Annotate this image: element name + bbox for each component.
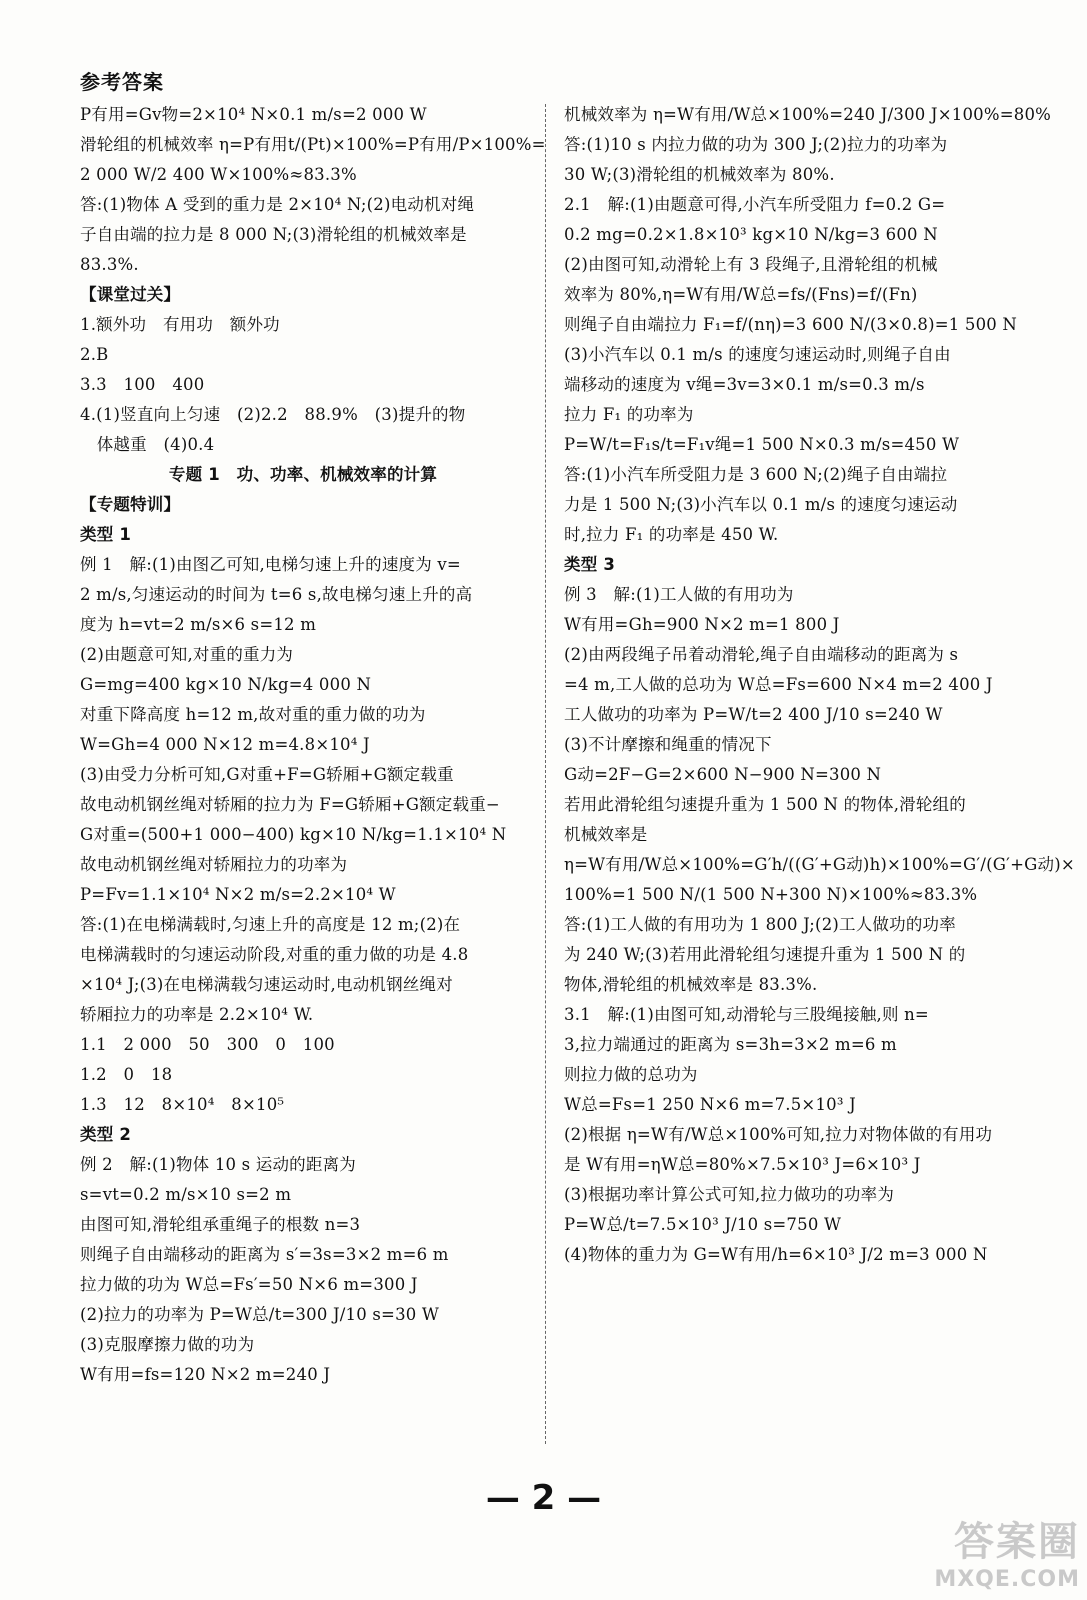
text-line: 1.额外功 有用功 额外功 bbox=[80, 315, 280, 334]
text-line: G对重=(500+1 000−400) kg×10 N/kg=1.1×10⁴ N bbox=[80, 825, 507, 844]
text-line: =4 m,工人做的总功为 W总=Fs=600 N×4 m=2 400 J bbox=[564, 675, 993, 694]
text-line: 83.3%. bbox=[80, 255, 139, 274]
text-line: 2 000 W/2 400 W×100%≈83.3% bbox=[80, 165, 357, 184]
text-line: 则拉力做的总功为 bbox=[564, 1065, 698, 1084]
text-line: 故电动机钢丝绳对轿厢拉力的功率为 bbox=[80, 855, 348, 874]
text-line: 是 W有用=ηW总=80%×7.5×10³ J=6×10³ J bbox=[564, 1155, 921, 1174]
text-line: 力是 1 500 N;(3)小汽车以 0.1 m/s 的速度匀速运动 bbox=[564, 495, 958, 514]
text-line: 若用此滑轮组匀速提升重为 1 500 N 的物体,滑轮组的 bbox=[564, 795, 966, 814]
text-line: 滑轮组的机械效率 η=P有用t/(Pt)×100%=P有用/P×100%= bbox=[80, 135, 546, 154]
left-column bbox=[80, 104, 546, 1394]
text-line: (2)由题意可知,对重的重力为 bbox=[80, 645, 294, 664]
watermark-url: MXQE.COM bbox=[934, 1567, 1080, 1592]
text-line: P=W/t=F₁s/t=F₁v绳=1 500 N×0.3 m/s=450 W bbox=[564, 435, 960, 454]
text-line: 2.B bbox=[80, 345, 109, 364]
text-line: 度为 h=vt=2 m/s×6 s=12 m bbox=[80, 615, 317, 634]
text-line: 效率为 80%,η=W有用/W总=fs/(Fns)=f/(Fn) bbox=[564, 285, 918, 304]
watermark-logo bbox=[880, 1510, 1080, 1592]
text-line: P=W总/t=7.5×10³ J/10 s=750 W bbox=[564, 1215, 842, 1234]
text-line: 电梯满载时的匀速运动阶段,对重的重力做的功是 4.8 bbox=[80, 945, 469, 964]
text-line: G=mg=400 kg×10 N/kg=4 000 N bbox=[80, 675, 372, 694]
watermark-text: 答案圈 bbox=[954, 1519, 1080, 1565]
text-line: 3.1 解:(1)由图可知,动滑轮与三股绳接触,则 n= bbox=[564, 1005, 929, 1024]
text-line: (3)克服摩擦力做的功为 bbox=[80, 1335, 255, 1354]
column-divider bbox=[545, 104, 546, 1444]
text-line: (3)不计摩擦和绳重的情况下 bbox=[564, 735, 772, 754]
text-line: W有用=Gh=900 N×2 m=1 800 J bbox=[564, 615, 840, 634]
text-line: 拉力 F₁ 的功率为 bbox=[564, 405, 694, 424]
text-line: 工人做功的功率为 P=W/t=2 400 J/10 s=240 W bbox=[564, 705, 943, 724]
section-heading: 专题 1 功、功率、机械效率的计算 bbox=[168, 465, 438, 484]
text-line: 1.3 12 8×10⁴ 8×10⁵ bbox=[80, 1095, 285, 1114]
text-line: (3)根据功率计算公式可知,拉力做功的功率为 bbox=[564, 1185, 895, 1204]
text-line: (3)由受力分析可知,G对重+F=G轿厢+G额定载重 bbox=[80, 765, 454, 784]
text-line: 子自由端的拉力是 8 000 N;(3)滑轮组的机械效率是 bbox=[80, 225, 467, 244]
text-line: 3.3 100 400 bbox=[80, 375, 205, 394]
text-line: W总=Fs=1 250 N×6 m=7.5×10³ J bbox=[564, 1095, 856, 1114]
text-line: 答:(1)工人做的有用功为 1 800 J;(2)工人做功的功率 bbox=[564, 915, 956, 934]
text-line: (2)根据 η=W有/W总×100%可知,拉力对物体做的有用功 bbox=[564, 1125, 993, 1144]
text-line: G动=2F−G=2×600 N−900 N=300 N bbox=[564, 765, 882, 784]
section-heading: 【专题特训】 bbox=[80, 495, 181, 514]
text-line: 1.2 0 18 bbox=[80, 1065, 173, 1084]
text-line: (2)由两段绳子吊着动滑轮,绳子自由端移动的距离为 s bbox=[564, 645, 959, 664]
text-line: 轿厢拉力的功率是 2.2×10⁴ W. bbox=[80, 1005, 314, 1024]
text-line: P=Fv=1.1×10⁴ N×2 m/s=2.2×10⁴ W bbox=[80, 885, 396, 904]
text-line: 为 240 W;(3)若用此滑轮组匀速提升重为 1 500 N 的 bbox=[564, 945, 966, 964]
section-heading: 类型 2 bbox=[80, 1125, 132, 1144]
section-heading: 类型 1 bbox=[80, 525, 132, 544]
text-line: 答:(1)物体 A 受到的重力是 2×10⁴ N;(2)电动机对绳 bbox=[80, 195, 475, 214]
text-line: 30 W;(3)滑轮组的机械效率为 80%. bbox=[564, 165, 835, 184]
text-line: W有用=fs=120 N×2 m=240 J bbox=[80, 1365, 331, 1384]
right-column bbox=[564, 104, 1075, 1274]
text-line: 机械效率是 bbox=[564, 825, 648, 844]
page-header: 参考答案 bbox=[80, 70, 164, 94]
text-line: 则绳子自由端拉力 F₁=f/(nη)=3 600 N/(3×0.8)=1 500 N bbox=[564, 315, 1018, 334]
text-line: (3)小汽车以 0.1 m/s 的速度匀速运动时,则绳子自由 bbox=[564, 345, 951, 364]
text-line: P有用=Gv物=2×10⁴ N×0.1 m/s=2 000 W bbox=[80, 105, 427, 124]
text-line: 100%=1 500 N/(1 500 N+300 N)×100%≈83.3% bbox=[564, 885, 978, 904]
text-line: 3,拉力端通过的距离为 s=3h=3×2 m=6 m bbox=[564, 1035, 897, 1054]
text-line: 答:(1)在电梯满载时,匀速上升的高度是 12 m;(2)在 bbox=[80, 915, 461, 934]
section-heading: 【课堂过关】 bbox=[80, 285, 181, 304]
text-line: 由图可知,滑轮组承重绳子的根数 n=3 bbox=[80, 1215, 361, 1234]
text-line: 2 m/s,匀速运动的时间为 t=6 s,故电梯匀速上升的高 bbox=[80, 585, 473, 604]
text-line: (2)拉力的功率为 P=W总/t=300 J/10 s=30 W bbox=[80, 1305, 440, 1324]
text-line: (4)物体的重力为 G=W有用/h=6×10³ J/2 m=3 000 N bbox=[564, 1245, 988, 1264]
text-line: 4.(1)竖直向上匀速 (2)2.2 88.9% (3)提升的物 bbox=[80, 405, 466, 424]
text-line: 端移动的速度为 v绳=3v=3×0.1 m/s=0.3 m/s bbox=[564, 375, 925, 394]
text-line: 答:(1)10 s 内拉力做的功为 300 J;(2)拉力的功率为 bbox=[564, 135, 948, 154]
section-heading: 类型 3 bbox=[564, 555, 616, 574]
text-line: 2.1 解:(1)由题意可得,小汽车所受阻力 f=0.2 G= bbox=[564, 195, 946, 214]
text-line: 时,拉力 F₁ 的功率是 450 W. bbox=[564, 525, 779, 544]
text-line: ×10⁴ J;(3)在电梯满载匀速运动时,电动机钢丝绳对 bbox=[80, 975, 453, 994]
text-line: 答:(1)小汽车所受阻力是 3 600 N;(2)绳子自由端拉 bbox=[564, 465, 948, 484]
text-line: 则绳子自由端移动的距离为 s′=3s=3×2 m=6 m bbox=[80, 1245, 449, 1264]
text-line: η=W有用/W总×100%=G′h/((G′+G动)h)×100%=G′/(G′+G动)× bbox=[564, 855, 1075, 874]
text-line: 体越重 (4)0.4 bbox=[80, 435, 215, 454]
page-number: — 2 — bbox=[485, 1478, 602, 1518]
text-line: s=vt=0.2 m/s×10 s=2 m bbox=[80, 1185, 292, 1204]
text-line: 例 2 解:(1)物体 10 s 运动的距离为 bbox=[80, 1155, 356, 1174]
text-line: 1.1 2 000 50 300 0 100 bbox=[80, 1035, 335, 1054]
text-line: 0.2 mg=0.2×1.8×10³ kg×10 N/kg=3 600 N bbox=[564, 225, 938, 244]
text-line: (2)由图可知,动滑轮上有 3 段绳子,且滑轮组的机械 bbox=[564, 255, 938, 274]
text-line: 例 1 解:(1)由图乙可知,电梯匀速上升的速度为 v= bbox=[80, 555, 461, 574]
text-line: 对重下降高度 h=12 m,故对重的重力做的功为 bbox=[80, 705, 426, 724]
text-line: W=Gh=4 000 N×12 m=4.8×10⁴ J bbox=[80, 735, 370, 754]
text-line: 机械效率为 η=W有用/W总×100%=240 J/300 J×100%=80% bbox=[564, 105, 1052, 124]
text-line: 例 3 解:(1)工人做的有用功为 bbox=[564, 585, 794, 604]
text-line: 物体,滑轮组的机械效率是 83.3%. bbox=[564, 975, 818, 994]
text-line: 拉力做的功为 W总=Fs′=50 N×6 m=300 J bbox=[80, 1275, 418, 1294]
text-line: 故电动机钢丝绳对轿厢的拉力为 F=G轿厢+G额定载重− bbox=[80, 795, 500, 814]
